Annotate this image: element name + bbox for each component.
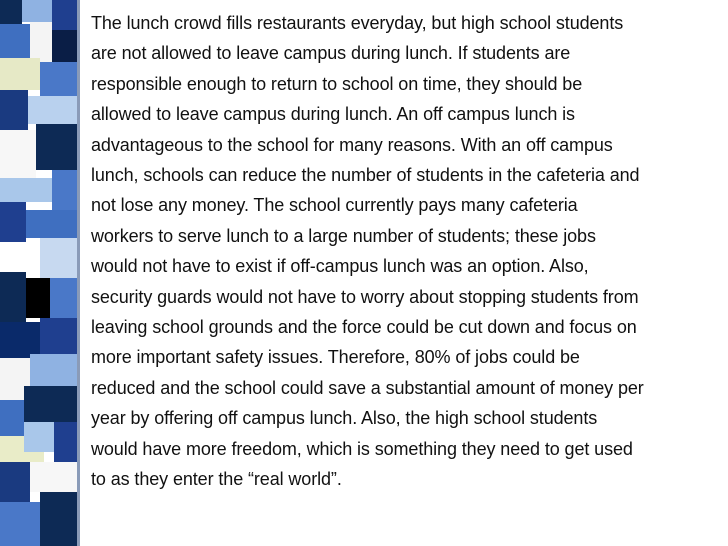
deco-square [0, 242, 40, 272]
slide-body-text [91, 8, 723, 495]
body-line: security guards would not have to worry about stopping students from [91, 286, 639, 307]
deco-square [40, 62, 77, 96]
deco-square [40, 318, 77, 354]
body-line: would not have to exist if off-campus lunch was an option. Also, [91, 256, 589, 277]
deco-square [52, 0, 77, 30]
deco-square [22, 0, 52, 22]
decorative-square-strip [0, 0, 84, 546]
body-line: allowed to leave campus during lunch. An off campus lunch is [91, 104, 575, 125]
deco-square [0, 462, 30, 502]
vertical-divider [77, 0, 80, 546]
deco-square [0, 58, 40, 90]
deco-square [30, 354, 77, 386]
deco-square [28, 96, 77, 124]
deco-square [26, 278, 50, 318]
deco-square [0, 272, 26, 322]
body-line: more important safety issues. Therefore, 80% of jobs could be [91, 347, 580, 368]
deco-square [36, 124, 77, 170]
body-line: responsible enough to return to school on time, they should be [91, 73, 583, 94]
deco-square [0, 90, 28, 130]
body-line: not lose any money. The school currently pays many cafeteria [91, 195, 578, 216]
body-line: reduced and the school could save a substantial amount of money per [91, 377, 644, 398]
deco-square [52, 170, 77, 210]
body-line: would have more freedom, which is something they need to get used [91, 438, 633, 459]
deco-square [0, 24, 30, 58]
deco-square [0, 502, 40, 546]
body-line: year by offering off campus lunch. Also, the high school students [91, 408, 598, 429]
deco-square [26, 210, 77, 238]
deco-square [0, 400, 24, 436]
deco-square [0, 322, 40, 358]
deco-square [0, 0, 22, 24]
deco-square [30, 462, 77, 492]
body-line: workers to serve lunch to a large number of students; these jobs [91, 225, 596, 246]
deco-square [0, 202, 26, 242]
body-line: leaving school grounds and the force could be cut down and focus on [91, 317, 637, 338]
body-line: to as they enter the “real world”. [91, 469, 342, 490]
deco-square [40, 492, 77, 546]
deco-square [54, 422, 77, 462]
deco-square [30, 22, 52, 62]
deco-square [24, 422, 54, 452]
body-line: The lunch crowd fills restaurants everyday, but high school students [91, 13, 624, 33]
deco-square [40, 238, 77, 278]
deco-square [50, 278, 77, 318]
deco-square [0, 178, 52, 202]
deco-square [52, 30, 77, 62]
deco-square [24, 386, 77, 422]
body-line: are not allowed to leave campus during lunch. If students are [91, 43, 571, 64]
deco-square [0, 130, 36, 178]
body-line: advantageous to the school for many reasons. With an off campus [91, 134, 613, 155]
body-line: lunch, schools can reduce the number of students in the cafeteria and [91, 165, 640, 186]
